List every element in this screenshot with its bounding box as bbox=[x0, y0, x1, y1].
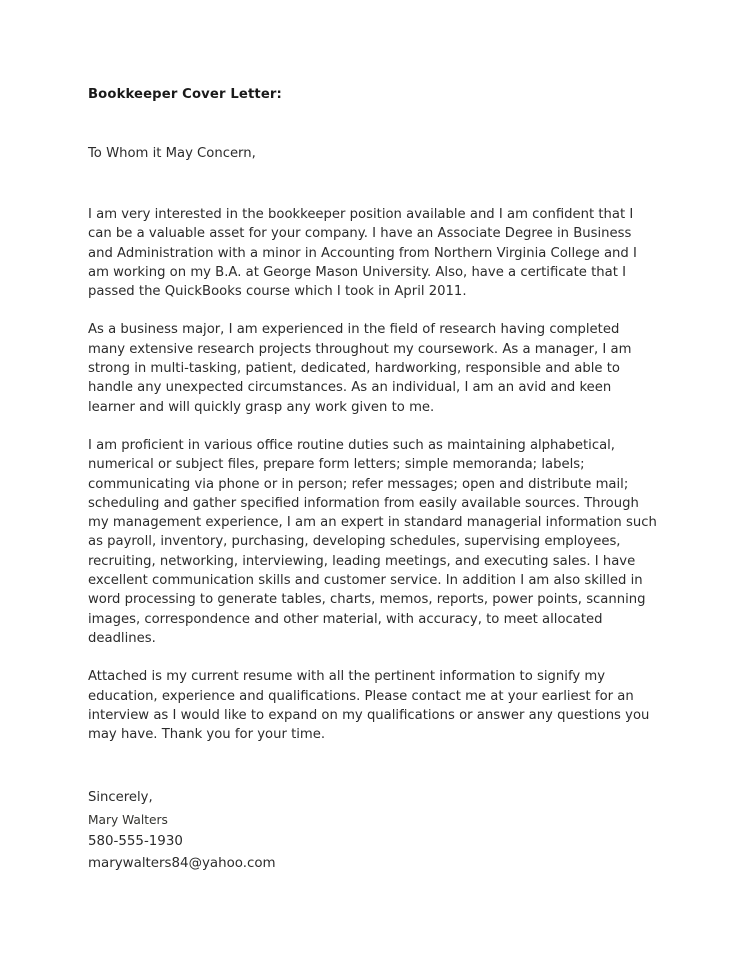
page-title: Bookkeeper Cover Letter: bbox=[88, 87, 282, 102]
letter-paragraph-1: I am very interested in the bookkeeper position available and I am confident that I can be a valuable asset for your company. I have an Associate Degree in Business and Administration with a minor in Accounting from Northern Virginia College and I am working on my B.A. at George Mason University. Also, have a certificate that I passed the QuickBooks course which I took in April 2011. bbox=[88, 207, 637, 300]
signature-closing: Sincerely, bbox=[88, 790, 153, 806]
cover-letter-body bbox=[88, 85, 658, 875]
signature-email: marywalters84@yahoo.com bbox=[88, 856, 276, 872]
signature-block bbox=[88, 787, 658, 875]
letter-salutation: To Whom it May Concern, bbox=[88, 146, 256, 161]
letter-paragraph-2: As a business major, I am experienced in the field of research having completed many extensive research projects throughout my coursework. As a manager, I am strong in multi-tasking, patient, dedicated, hardworking, responsible and able to handle any unexpected circumstances. As an individual, I am an avid and keen learner and will quickly grasp any work given to me. bbox=[88, 322, 632, 415]
signature-name: Mary Walters bbox=[88, 813, 168, 828]
letter-paragraphs bbox=[88, 205, 658, 744]
letter-paragraph-4: Attached is my current resume with all the pertinent information to signify my education, experience and qualifications. Please contact me at your earliest for an interview as I would like to expand on my qualifications or answer any questions you may have. Thank you for your time. bbox=[88, 669, 650, 743]
letter-paragraph-3: I am proficient in various office routine duties such as maintaining alphabetical, numerical or subject files, prepare form letters; simple memoranda; labels; communicating via phone or in person; refer messages; open and distribute mail; scheduling and gather specified information from easily available sources. Through my management experience, I am an expert in standard managerial information such as payroll, inventory, purchasing, developing schedules, supervising employees, recruiting, networking, interviewing, leading meetings, and executing sales. I have excellent communication skills and customer service. In addition I am also skilled in word processing to generate tables, charts, memos, reports, power points, scanning images, correspondence and other material, with accuracy, to meet allocated deadlines. bbox=[88, 437, 657, 646]
signature-phone: 580-555-1930 bbox=[88, 834, 183, 850]
